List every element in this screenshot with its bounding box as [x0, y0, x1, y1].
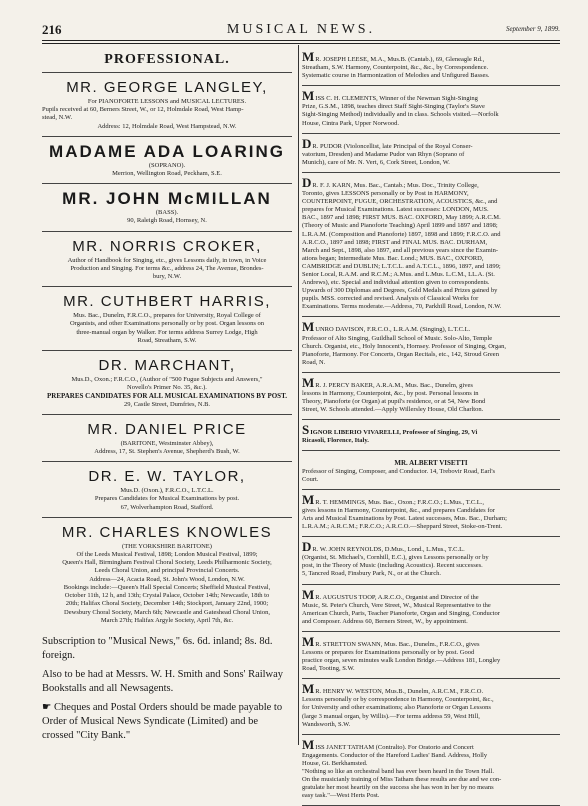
- advertisement-line: [302, 159, 560, 167]
- advertisement-line: [302, 515, 560, 523]
- advertisement-text: Road, N.: [302, 358, 326, 366]
- advertisement-line: [302, 776, 560, 784]
- advertisement-line: [302, 287, 560, 295]
- advertisement-text: IGNOR LIBERIO VIVARELLI, Professor of Singing, 29, Vi: [310, 429, 478, 437]
- advertisement-line: [302, 507, 560, 515]
- advertisement-text: Engagements. Conductor of the Hareford Ladies' Band. Address, Holly: [302, 751, 488, 759]
- advertisement-line: [302, 206, 560, 214]
- masthead-title: MUSICAL NEWS.: [226, 22, 376, 37]
- card-line: Address, 17, St. Stephen's Avenue, Shepherd's Bush, W.: [94, 448, 240, 456]
- advertisement-text: Systematic course in Harmonization of Melodies and Unfigured Basses.: [302, 72, 490, 80]
- advertisement-line: [302, 49, 560, 64]
- card-line: Production and Singing. For terms &c., address 24, The Avenue, Brondes-: [70, 264, 264, 272]
- card-line: Organists, and other Examinations personally or by post. Organ lessons on: [69, 320, 264, 328]
- card-line: Address—24, Acacia Road, St. John's Wood, London, N.W.: [89, 575, 245, 583]
- card-line: 67, Wolverhampton Road, Stafford.: [120, 503, 214, 511]
- professional-card: [42, 461, 292, 517]
- card-line: Novello's Primer No. 35, &c.).: [127, 384, 207, 392]
- teacher-advertisement: [302, 585, 560, 632]
- advertisement-text: American Church, Paris, Teacher Pianoforte, Organ and Singing, Conductor: [302, 609, 500, 617]
- drop-initial: M: [302, 736, 315, 752]
- advertisement-line: [302, 135, 560, 151]
- column-divider: [298, 45, 299, 745]
- drop-initial: M: [302, 319, 315, 335]
- advertisement-line: [302, 231, 560, 239]
- advertisement-line: [302, 374, 560, 390]
- advertisement-text: March and Sept., 1898, also 1897, and all previous years since the Examin-: [302, 246, 499, 254]
- card-name: DR. MARCHANT,: [98, 357, 236, 375]
- right-column: [302, 47, 560, 806]
- card-line: Prepares Candidates for Musical Examinations by post.: [94, 495, 240, 503]
- drop-initial: D: [302, 174, 312, 190]
- advertisement-text: R. HENRY W. WESTON, Mus.B., Dunelm, A.R.C.M., F.R.C.O.: [315, 688, 484, 696]
- card-line: (THE YORKSHIRE BARITONE): [122, 542, 212, 550]
- advertisement-line: [302, 343, 560, 351]
- advertisement-line: [302, 198, 560, 206]
- advertisement-text: Theory, Pianoforte (or Organ) at pupil's residence, or at 54, New Bond: [302, 398, 486, 406]
- card-line: Mus.D., Oxon.; F.R.C.O., (Author of "500 Fugue Subjects and Answers,": [71, 376, 263, 384]
- advertisement-line: [302, 319, 560, 335]
- advertisement-line: [302, 247, 560, 255]
- advertisement-text: vatorium, Dresden) and Madame Pudor van Rhyn (Soprano of: [302, 150, 465, 158]
- advertisement-line: [302, 523, 560, 531]
- card-line: (BASS).: [155, 209, 179, 217]
- subscription-paragraph: Subscription to "Musical News," 6s. 6d. inland; 8s. 8d. foreign.: [42, 635, 273, 661]
- drop-initial: M: [302, 88, 315, 104]
- advertisement-line: [302, 390, 560, 398]
- advertisement-text: Music, St. Peter's Church, Vere Street, W., Musical Representative to the: [302, 601, 491, 609]
- advertisement-line: [302, 476, 560, 484]
- teacher-advertisement: [302, 679, 560, 734]
- advertisement-text: UNRO DAVISON, F.R.C.O., L.R.A.M. (Singing), L.T.C.L.: [315, 326, 471, 334]
- advertisement-text: COUNTERPOINT, FUGUE, ORCHESTRATION, ACOUSTICS, &c., and: [302, 198, 498, 206]
- advertisement-text: lessons in Harmony, Counterpoint, &c., by post. Personal lessons in: [302, 390, 479, 397]
- professional-card: [42, 136, 292, 183]
- drop-initial: D: [302, 539, 312, 555]
- advertisement-text: BAC., 1897 and 1898; FIRST MUS. BAC. OXFORD, May 1899; A.R.C.M.: [302, 214, 501, 222]
- card-name: MR. GEORGE LANGLEY,: [66, 79, 268, 96]
- advertisement-text: Streatham, S.W. Harmony, Counterpoint, &c., &c., by Correspondence.: [302, 64, 489, 72]
- advertisement-text: House, Gt. Berkhamsted.: [302, 759, 368, 767]
- advertisement-line: [302, 704, 560, 712]
- card-line: PREPARES CANDIDATES FOR ALL MUSICAL EXAMINATIONS BY POST.: [47, 392, 287, 401]
- advertisement-text: for University and other examinations; also Pianoforte or Organ Lessons: [302, 704, 491, 712]
- advertisement-line: [302, 222, 560, 230]
- advertisement-line: [302, 271, 560, 279]
- card-line: bury, N.W.: [152, 273, 182, 281]
- advertisement-line: [302, 752, 560, 760]
- advertisement-line: [302, 120, 560, 128]
- advertisement-line: [302, 721, 560, 729]
- advertisement-line: [302, 633, 560, 649]
- advertisement-line: [302, 760, 560, 768]
- left-column: [42, 47, 292, 748]
- advertisement-text: (Theory of Music and Pianoforte Teaching) April 1899 and 1897 and 1898;: [302, 222, 498, 230]
- card-line: Author of Handbook for Singing, etc., gives Lessons daily, in town, in Voice: [67, 256, 267, 264]
- drop-initial: M: [302, 374, 315, 390]
- advertisement-text: Church. Organist, etc., Holy Innocent's, Hornsey. Professor of Singing, Organ,: [302, 342, 506, 350]
- advertisement-text: pupils. MSS. corrected and revised. Analysis of Classical Works for: [302, 295, 479, 303]
- card-line: Mus.D. (Oxon.), F.R.C.O., L.T.C.L.: [120, 487, 214, 495]
- advertisement-text: ations began; Intermediate Mus. Bac. Lond.; MUS. BAC., OXFORD,: [302, 254, 484, 262]
- advertisement-text: (Organist, St. Michael's, Cornhill, E.C.), gives Lessons personally or by: [302, 554, 489, 562]
- advertisement-text: R. JOSEPH LEESE, M.A., Mus.B. (Cantab.), 69, Gleneagle Rd.,: [315, 56, 485, 63]
- advertisement-line: [302, 586, 560, 602]
- advertisement-line: [302, 263, 560, 271]
- drop-initial: S: [302, 422, 310, 438]
- advertisement-line: [302, 351, 560, 359]
- advertisement-line: [302, 554, 560, 562]
- advertisement-line: [302, 295, 560, 303]
- advertisement-text: Lessons or prepares for Examinations personally or by post. Good: [302, 648, 475, 656]
- advertisement-text: Prize, G.S.M., 1898, teaches direct Staff Sight-Singing (Taylor's Stave: [302, 103, 485, 111]
- advertisement-line: [302, 88, 560, 104]
- advertisement-line: [302, 784, 560, 792]
- card-name: DR. E. W. TAYLOR,: [88, 468, 246, 486]
- card-line: 29, Castle Street, Dumfries, N.B.: [123, 400, 211, 408]
- advertisement-text: Wandsworth, S.W.: [302, 720, 351, 728]
- teacher-advertisement: [302, 490, 560, 537]
- teacher-advertisement: [302, 373, 560, 420]
- advertisement-text: Senior Local, R.A.M. and R.C.M.; A.Mus. and L.Mus. L.C.M., LL.A. (St.: [302, 270, 495, 278]
- advertisement-line: [302, 190, 560, 198]
- teacher-advertisement: [302, 420, 560, 451]
- advertisement-text: Street, W. Schools attended.—Apply Willersley House, Old Charlton.: [302, 406, 484, 414]
- advertisement-line: [302, 713, 560, 721]
- advertisement-line: [302, 64, 560, 72]
- advertisement-text: R. AUGUSTUS TOOP, A.R.C.O., Organist and Director of the: [315, 593, 479, 601]
- advertisement-text: Professor of Singing, Composer, and Conductor. 14, Trebovir Road, Earl's: [302, 467, 496, 475]
- advertisement-line: [302, 255, 560, 263]
- advertisement-text: Court.: [302, 475, 319, 483]
- advertisement-text: R. PUDOR (Violoncellist, late Principal of the Royal Conser-: [312, 142, 473, 150]
- card-name: MR. NORRIS CROKER,: [72, 237, 262, 255]
- subscription-paragraph: Also to be had at Messrs. W. H. Smith and Sons' Railway Bookstalls and all Newsagents.: [42, 668, 284, 694]
- card-name: MR. CUTHBERT HARRIS,: [63, 293, 271, 311]
- advertisement-text: CAMBRIDGE and DUBLIN; L.T.C.L. and A.T.C.L., 1896, 1897, and 1899;: [302, 262, 501, 270]
- card-line: Merrion, Wellington Road, Peckham, S.E.: [112, 170, 222, 178]
- advertisement-text: L.R.A.M.; A.R.C.M.; F.R.C.O.; A.R.C.O.—Sheppard Street, Stoke-on-Trent.: [302, 523, 503, 531]
- advertisement-text: Pianoforte, Harmony. For Concerts, Organ Recitals, etc., 142, Stroud Green: [302, 350, 499, 358]
- drop-initial: M: [302, 586, 315, 602]
- advertisement-text: Toronto, gives LESSONS personally or by Post in HARMONY,: [302, 190, 469, 198]
- card-line: Address: 12, Holmdale Road, West Hampstead, N.W.: [97, 122, 237, 130]
- advertisement-line: [302, 468, 560, 476]
- advertisement-text: (large 3 manual organ, by Willis).—For terms address 59, West Hill,: [302, 712, 480, 720]
- advertisement-text: Professor of Alto Singing, Guildhall School of Music. Solo-Alto, Temple: [302, 334, 493, 342]
- teacher-advertisement: [302, 86, 560, 133]
- teacher-advertisement: [302, 537, 560, 584]
- advertisement-line: [302, 239, 560, 247]
- advertisement-line: [302, 72, 560, 80]
- teacher-advertisement: [302, 735, 560, 806]
- advertisement-text: practice organ, seven minutes walk London Bridge.—Address 181, Longley: [302, 657, 501, 665]
- advertisement-text: Lessons personally or by correspondence in Harmony, Counterpoint, &c.,: [302, 696, 494, 704]
- card-name: MR. DANIEL PRICE: [87, 420, 247, 438]
- teacher-advertisement: [302, 451, 560, 489]
- advertisement-text: and Composer. Address 60, Berners Street, W., by appointment.: [302, 617, 468, 625]
- page-number: 216: [42, 22, 62, 37]
- advertisement-line: [302, 736, 560, 752]
- advertisement-text: post, in the Theory of Music (including Acoustics). Recent successes.: [302, 562, 483, 570]
- drop-initial: M: [302, 633, 315, 649]
- advertisement-text: R. T. HEMMINGS, Mus. Bac., Oxon.; F.R.C.O.; L.Mus., T.C.L.,: [315, 498, 485, 506]
- advertisement-line: [302, 359, 560, 367]
- card-line: Pupils received at 60, Berners Street, W., or 12, Holmdale Road, West Hamp-: [42, 106, 244, 114]
- advertisement-text: R. STRETTON SWANN, Mus. Bac., Dunelm., F.R.C.O., gives: [315, 640, 480, 648]
- teacher-advertisement: [302, 134, 560, 173]
- header-rule-thin: [42, 43, 560, 44]
- advertisement-line: [302, 696, 560, 704]
- advertisement-text: R. J. PERCY BAKER, A.R.A.M., Mus. Bac., Dunelm, gives: [315, 381, 473, 389]
- subscription-paragraph: ☛ Cheques and Postal Orders should be made payable to Order of Musical News Syndicate (Limited) and be crossed "City Bank.": [42, 701, 283, 741]
- drop-initial: D: [302, 135, 312, 151]
- advertisement-text: Road, Tooting, S.W.: [302, 665, 355, 673]
- advertisement-text: L.R.A.M. (Composition and Pianoforte) 1897, 1898 and 1899; F.R.C.O. and: [302, 230, 501, 238]
- advertisement-line: [302, 214, 560, 222]
- advertisement-line: [302, 768, 560, 776]
- drop-initial: M: [302, 681, 315, 697]
- card-line: (SOPRANO).: [148, 161, 186, 169]
- advertisement-line: [302, 398, 560, 406]
- advertisement-text: Andrews), etc. Special and individual attention given to correspondents.: [302, 279, 490, 287]
- drop-initial: M: [302, 49, 315, 64]
- professional-card: [42, 414, 292, 461]
- advertisement-line: [302, 539, 560, 555]
- advertisement-text: easy task."—West Herts Post.: [302, 792, 380, 800]
- advertisement-line: [302, 103, 560, 111]
- professional-cards: [42, 72, 292, 630]
- teacher-advertisement: [302, 47, 560, 86]
- advertisement-heading: MR. ALBERT VISETTI: [394, 459, 468, 468]
- advertisement-line: [302, 406, 560, 414]
- professional-card: [42, 350, 292, 414]
- advertisement-text: Examinations. Terms moderate.—Address, 70, Parkhill Road, London, N.W.: [302, 303, 502, 311]
- professional-card: [42, 183, 292, 230]
- card-line: Dewsbury Choral Society, March 6th; Newcastle and Gateshead Choral Union,: [64, 608, 270, 616]
- advertisement-line: [302, 610, 560, 618]
- advertisement-line: [302, 437, 560, 445]
- issue-date: September 9, 1899.: [505, 25, 560, 33]
- advertisement-text: prepares for Musical Examinations. Latest successes: LONDON, MUS.: [302, 206, 489, 214]
- advertisement-text: "Nothing so like an orchestral band has ever been heard in the Town Hall.: [302, 768, 494, 775]
- card-line: 20th; Halifax Choral Society, December 14th; Stockport, January 22nd, 1900;: [65, 600, 269, 608]
- teacher-advertisement: [302, 173, 560, 318]
- card-line: October 11th, 12 h, and 13th; Crystal Palace, October 14th; Newcastle, 18th to: [64, 592, 270, 600]
- advertisement-text: Arts and Musical Examinations by Post. Latest successes, Mus. Bac., Durham;: [302, 514, 507, 522]
- advertisement-text: ISS JANET TATHAM (Contralto). For Oratorio and Concert: [315, 743, 474, 751]
- advertisement-text: R. F. J. KARN, Mus. Bac., Cantab.; Mus. Doc., Trinity College,: [312, 181, 479, 189]
- advertisement-line: [302, 111, 560, 119]
- advertisement-line: [302, 657, 560, 665]
- professional-card: [42, 286, 292, 350]
- advertisement-text: ISS C. H. CLEMENTS, Winner of the Newman Sight-Singing: [315, 95, 478, 103]
- subscription-notice: [42, 635, 292, 743]
- card-line: Bookings include:—Queen's Hall Special Concerts; Sheffield Musical Festival,: [63, 583, 271, 591]
- advertisement-line: [302, 562, 560, 570]
- advertisement-text: R. W. JOHN REYNOLDS, D.Mus., Lond., L.Mus., T.C.L.: [312, 546, 465, 554]
- advertisement-line: [302, 681, 560, 697]
- advertisement-text: gratulate her most heartily on the success she has won in her by no means: [302, 784, 494, 792]
- drop-initial: M: [302, 491, 315, 507]
- page-header: [42, 22, 560, 36]
- card-line: three-manual organ by Walker. For terms address Surrey Lodge, High: [76, 328, 258, 336]
- professional-card: [42, 517, 292, 630]
- card-name: MADAME ADA LOARING: [49, 141, 285, 161]
- advertisement-line: [302, 792, 560, 800]
- advertisement-line: [302, 335, 560, 343]
- advertisement-text: 5, Tancred Road, Finsbury Park, N., or at the Church.: [302, 570, 441, 578]
- advertisement-line: [302, 665, 560, 673]
- advertisement-line: [302, 151, 560, 159]
- professional-card: [42, 72, 292, 136]
- professional-card: [42, 231, 292, 287]
- card-line: stead, N.W.: [42, 114, 73, 122]
- advertisement-text: House, Cintra Park, Upper Norwood.: [302, 119, 399, 127]
- card-line: Road, Streatham, S.W.: [137, 336, 197, 344]
- advertisement-line: [302, 649, 560, 657]
- advertisement-line: [302, 279, 560, 287]
- teacher-advertisement: [302, 632, 560, 679]
- card-line: Mus. Bac., Dunelm, F.R.C.O., prepares for University, Royal College of: [73, 312, 261, 320]
- advertisement-line: [302, 303, 560, 311]
- card-line: Queen's Hall, Birmingham Festival Choral Society, Leeds Philharmonic Society,: [62, 559, 272, 567]
- card-name: MR. JOHN McMILLAN: [62, 189, 272, 209]
- advertisement-text: On the musicianly training of Miss Tatham these results are due and we con-: [302, 776, 502, 784]
- card-line: Of the Leeds Musical Festival, 1898; London Musical Festival, 1899;: [76, 551, 258, 559]
- advertisement-line: [302, 491, 560, 507]
- advertisement-text: gives lessons in Harmony, Counterpoint, &c., and prepares Candidates for: [302, 506, 495, 514]
- advertisement-line: [302, 174, 560, 190]
- card-line: (BARITONE, Westminster Abbey),: [120, 439, 214, 447]
- advertisement-text: Munich), care of Mr. N. Vert, 6, Cork Street, London, W.: [302, 158, 450, 166]
- card-line: 90, Raleigh Road, Hornsey, N.: [127, 217, 207, 225]
- advertisement-text: Upwards of 300 Diplomas and Degrees, Gold Medals and Prizes gained by: [302, 287, 498, 295]
- card-name: MR. CHARLES KNOWLES: [61, 523, 273, 541]
- advertisement-line: [302, 602, 560, 610]
- advertisement-text: Ricasoli, Florence, Italy.: [302, 437, 369, 445]
- card-line: Leeds Choral Union, and principal Provincial Concerts.: [94, 567, 240, 575]
- advertisement-text: Sight-Singing Method) individually and in class. Schools visited.—Norfolk: [302, 111, 499, 119]
- header-rule: [42, 40, 560, 41]
- teacher-advertisement: [302, 317, 560, 372]
- advertisement-line: [302, 422, 560, 438]
- advertisement-text: A.R.C.O., 1897 and 1898; FIRST and FINAL MUS. BAC. DURHAM,: [302, 238, 488, 246]
- advertisement-line: [302, 570, 560, 578]
- card-line: For PIANOFORTE LESSONS and MUSICAL LECTURES.: [87, 98, 247, 105]
- card-line: March 27th; Halifax Argyle Society, April 7th, &c.: [100, 616, 234, 624]
- section-title: PROFESSIONAL.: [104, 52, 230, 67]
- advertisement-line: [302, 618, 560, 626]
